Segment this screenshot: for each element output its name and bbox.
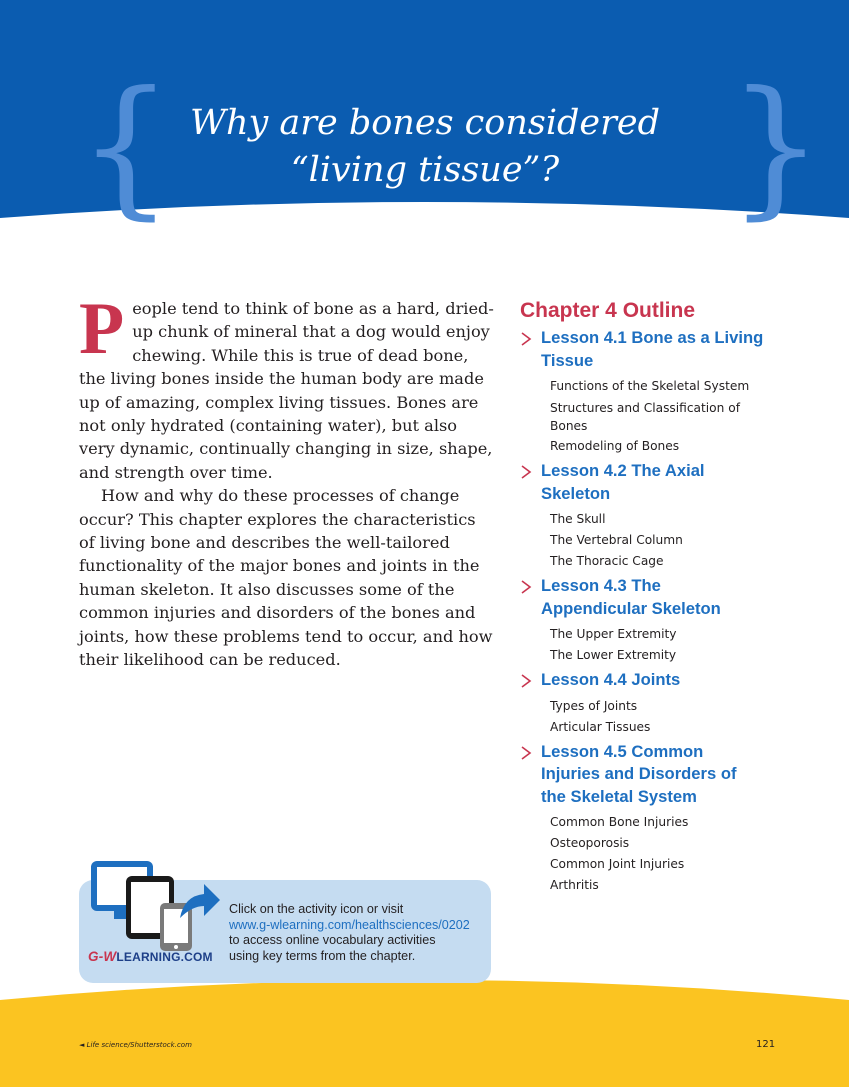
- page-number: 121: [756, 1039, 776, 1050]
- lesson-topics: [550, 812, 820, 896]
- topic-item: The Upper Extremity: [550, 627, 677, 641]
- lesson-title[interactable]: Lesson 4.1 Bone as a Living Tissue: [541, 328, 764, 370]
- topic-item-text: Structures and Classification of Bones: [550, 401, 740, 433]
- activity-link[interactable]: www.g-wlearning.com/healthsciences/0202: [229, 917, 470, 932]
- chapter-banner: [0, 0, 849, 250]
- topic-item: Remodeling of Bones: [550, 439, 680, 453]
- lesson-topics: [550, 696, 820, 738]
- intro-paragraph-1: [79, 288, 496, 484]
- activity-devices-icon[interactable]: [88, 858, 223, 958]
- chevron-right-icon: [520, 332, 532, 346]
- topic-item: Types of Joints: [550, 698, 638, 713]
- lesson-topics: [550, 509, 820, 572]
- activity-line-4: using key terms from the chapter.: [229, 948, 416, 963]
- lesson-4-1[interactable]: [520, 327, 820, 457]
- lesson-4-2[interactable]: [520, 460, 820, 572]
- topic-item: Articular Tissues: [550, 719, 651, 734]
- g-w-learning-logo[interactable]: [88, 949, 213, 964]
- footer-background: [0, 970, 849, 1087]
- topic-item: Osteoporosis: [550, 836, 630, 850]
- right-brace-decoration: }: [728, 60, 824, 234]
- topic-item: The Thoracic Cage: [550, 554, 664, 568]
- chapter-outline: [520, 298, 820, 899]
- left-brace-decoration: {: [78, 60, 174, 234]
- lesson-title[interactable]: Lesson 4.4 Joints: [541, 670, 681, 689]
- logo-learning: LEARNING.COM: [116, 950, 213, 964]
- lesson-4-3[interactable]: [520, 575, 820, 666]
- lesson-topics: [550, 376, 820, 457]
- activity-text: [229, 902, 489, 964]
- intro-text: [79, 288, 496, 672]
- topic-item: Functions of the Skeletal System: [550, 379, 750, 393]
- question-line-1: Why are bones considered: [189, 103, 660, 143]
- lesson-topics: [550, 624, 820, 666]
- topic-item: Common Bone Injuries: [550, 815, 689, 829]
- chapter-question: [140, 100, 710, 194]
- outline-title: Chapter 4 Outline: [520, 299, 696, 322]
- lesson-title[interactable]: Lesson 4.2 The Axial Skeleton: [541, 461, 705, 503]
- lesson-title[interactable]: Lesson 4.5 Common Injuries and Disorders of the Skeletal System: [541, 741, 737, 806]
- chevron-right-icon: [520, 674, 532, 688]
- chevron-right-icon: [520, 580, 532, 594]
- photo-credit: ◄ Life science/Shutterstock.com: [79, 1041, 192, 1049]
- topic-item: The Vertebral Column: [550, 533, 683, 547]
- topic-item: The Lower Extremity: [550, 648, 677, 662]
- lesson-4-4[interactable]: [520, 669, 820, 738]
- intro-paragraph-1-text: eople tend to think of bone as a hard, dried-up chunk of mineral that a dog would enjoy chewing. While this is true of dead bone, the living bones inside the human body are made up of amazing, complex living tissues. Bones are not only hydrated (containing water), but also very dynamic, continually changing in size, shape, and strength over time.: [79, 299, 494, 482]
- activity-line-3: to access online vocabulary activities: [229, 933, 436, 947]
- logo-gw: G-W: [88, 949, 117, 964]
- topic-item: [550, 397, 820, 436]
- activity-line-1: Click on the activity icon or visit: [229, 902, 404, 916]
- topic-item: The Skull: [550, 512, 606, 526]
- lesson-4-5[interactable]: [520, 741, 820, 897]
- topic-item: Common Joint Injuries: [550, 857, 685, 871]
- drop-cap: P: [79, 288, 125, 370]
- chevron-right-icon: [520, 746, 532, 760]
- intro-paragraph-2: How and why do these processes of change occur? This chapter explores the characteristics of living bone and describes the well-tailored functionality of the major bones and joints in the human skeleton. It also discusses some of the common injuries and disorders of the bones and joints, how these problems tend to occur, and how their likelihood can be reduced.: [79, 486, 493, 670]
- lesson-title[interactable]: Lesson 4.3 The Appendicular Skeleton: [541, 576, 721, 618]
- question-line-2: “living tissue”?: [290, 150, 560, 190]
- chevron-right-icon: [520, 465, 532, 479]
- topic-item: Arthritis: [550, 878, 599, 892]
